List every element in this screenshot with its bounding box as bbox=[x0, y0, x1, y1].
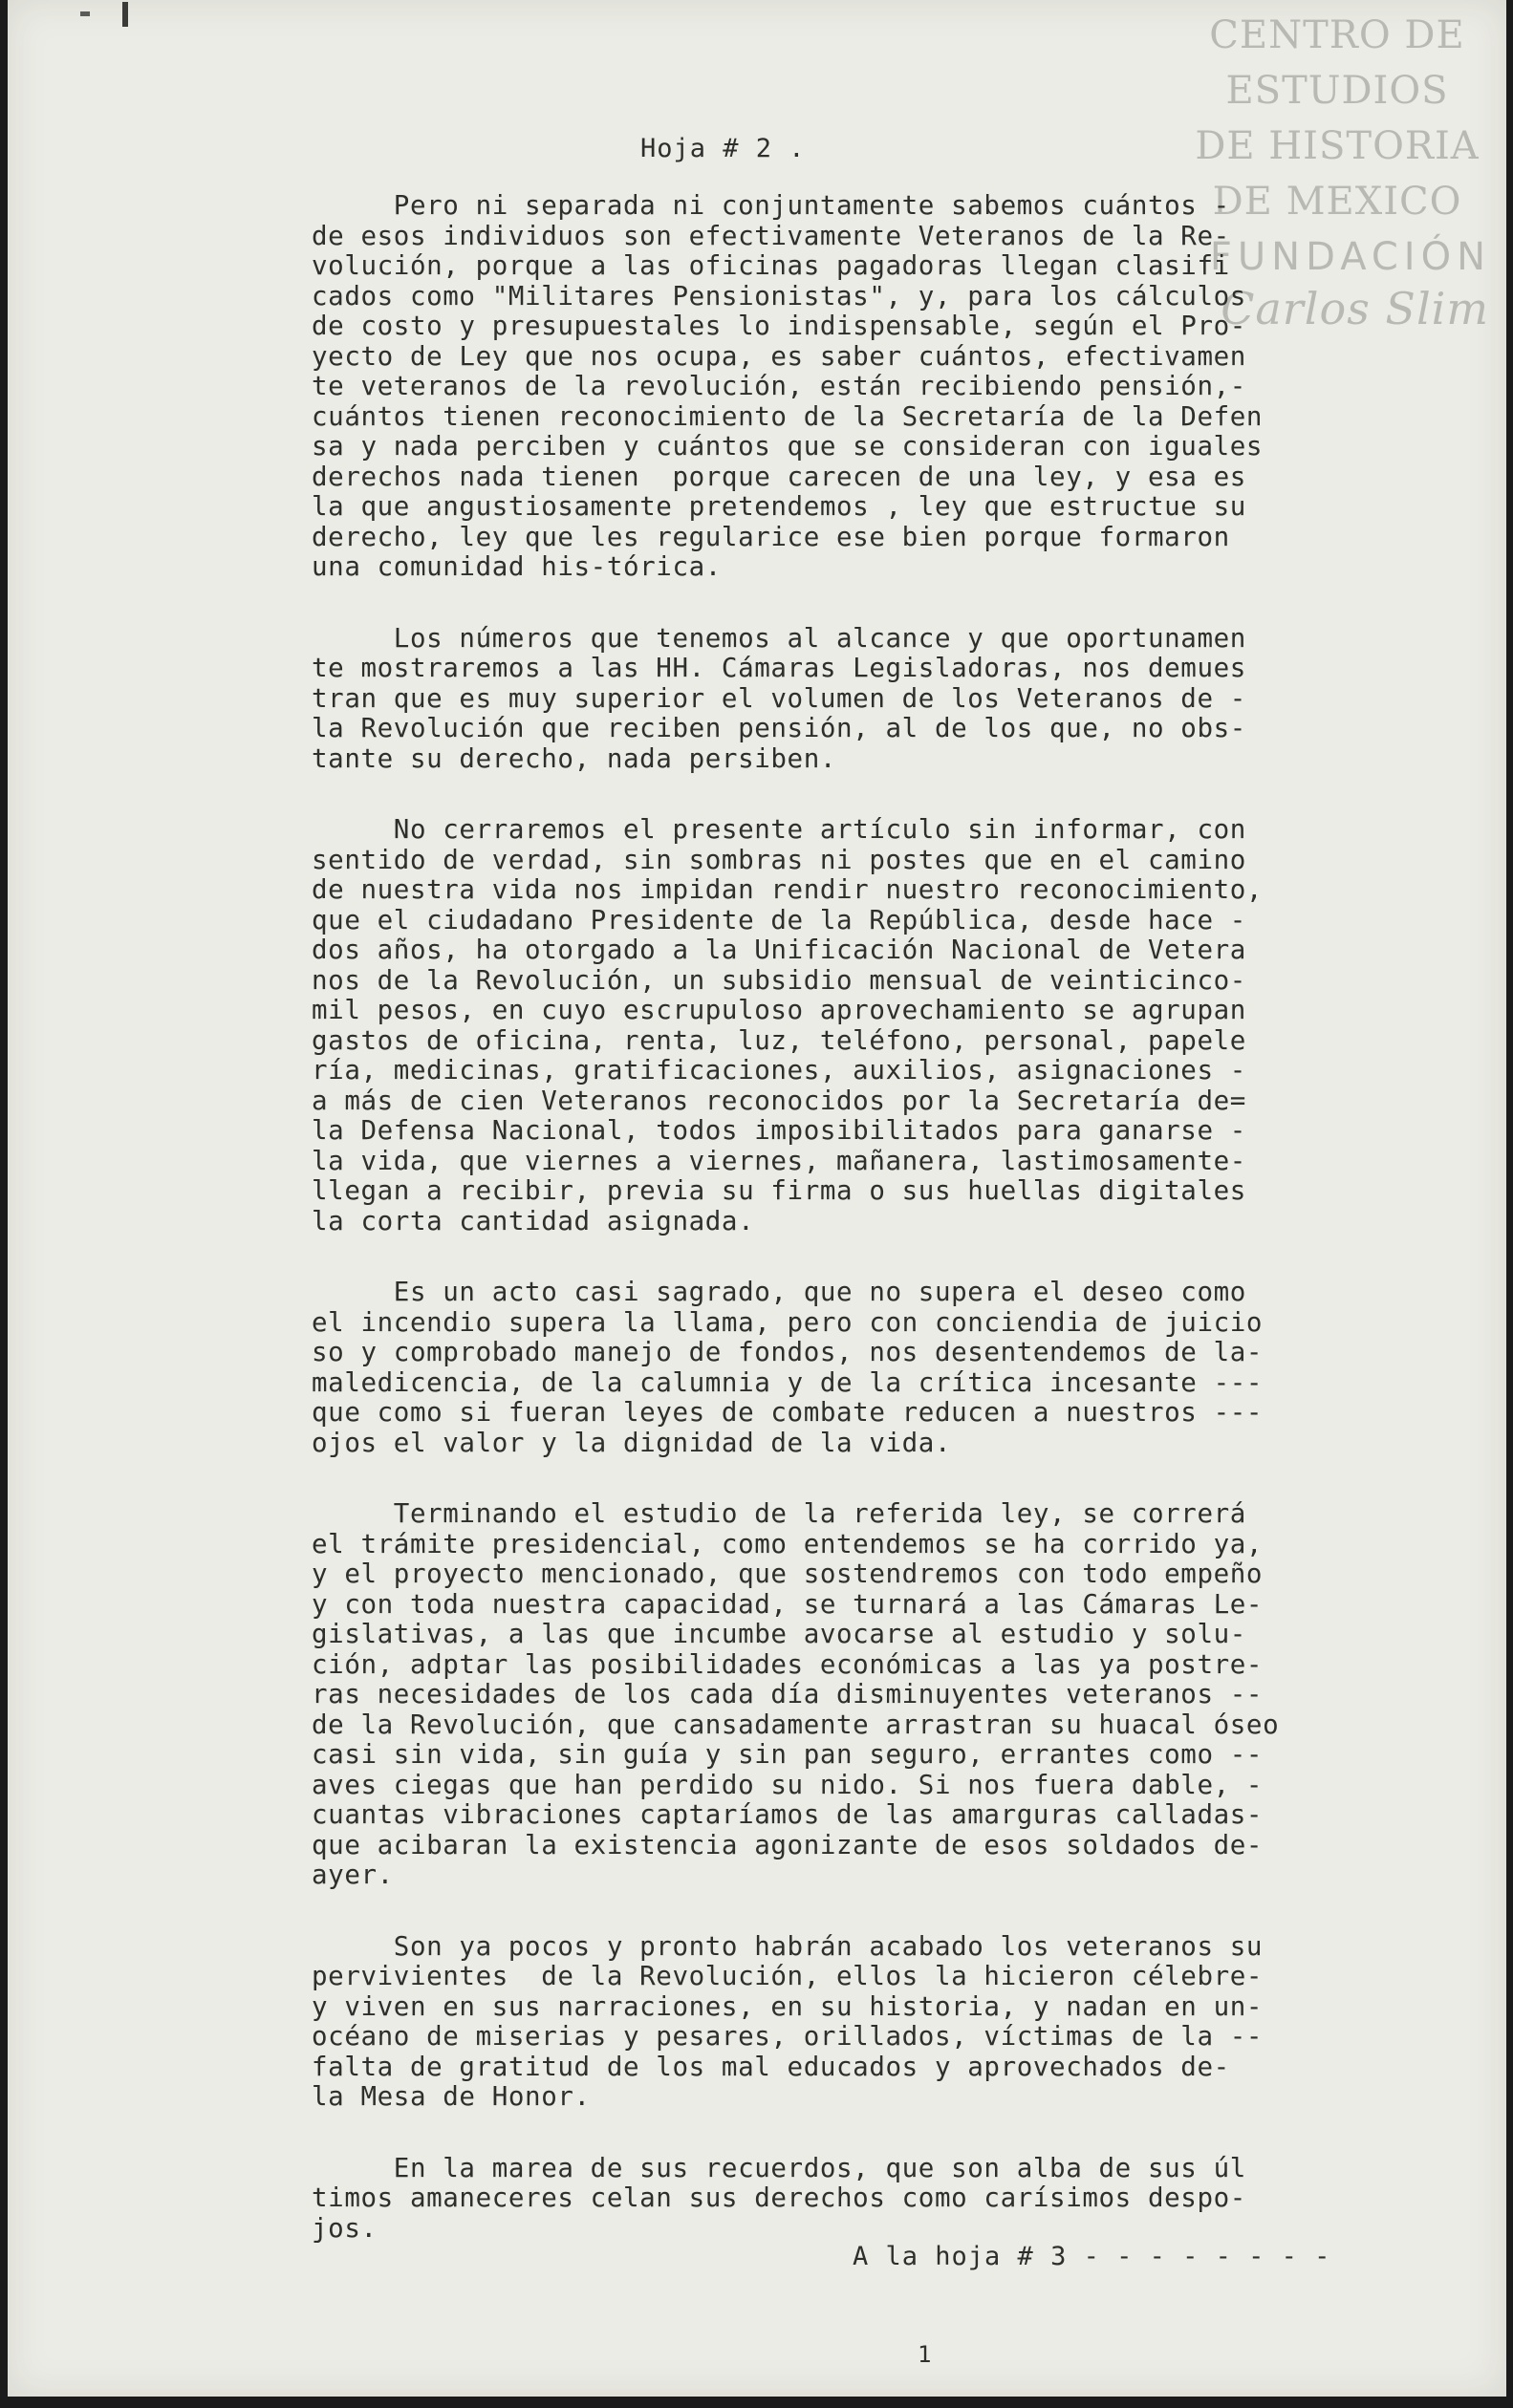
text-line: y viven en sus narraciones, en su historia, y nadan en un- bbox=[312, 1990, 1264, 2022]
text-line: la Revolución que reciben pensión, al de los que, no obs- bbox=[312, 713, 1246, 743]
text-line: volución, porque a las oficinas pagadoras llegan clasifi bbox=[312, 250, 1230, 281]
text-line: ción, adptar las posibilidades económicas a las ya postre- bbox=[312, 1648, 1264, 1680]
text-line: el trámite presidencial, como entendemos se ha corrido ya, bbox=[312, 1528, 1264, 1559]
text-line: de nuestra vida nos impidan rendir nuestro reconocimiento, bbox=[312, 874, 1264, 905]
paragraph bbox=[312, 191, 1382, 583]
paragraph bbox=[312, 815, 1382, 1236]
watermark-fundacion: FUNDACIÓN bbox=[1209, 235, 1491, 279]
text-line: derecho, ley que les regularice ese bien porque formaron bbox=[312, 521, 1230, 552]
text-line: gastos de oficina, renta, luz, teléfono, personal, papele bbox=[312, 1024, 1246, 1056]
text-line: sentido de verdad, sin sombras ni postes que en el camino bbox=[312, 844, 1246, 875]
text-line: que acibaran la existencia agonizante de esos soldados de- bbox=[312, 1829, 1264, 1860]
text-line: mil pesos, en cuyo escrupuloso aprovechamiento se agrupan bbox=[312, 995, 1246, 1025]
page-mark: 1 bbox=[918, 2341, 932, 2368]
page-header: Hoja # 2 . bbox=[640, 134, 806, 163]
text-line: te veteranos de la revolución, están recibiendo pensión,- bbox=[312, 371, 1246, 401]
text-line: cuantas vibraciones captaríamos de las amarguras calladas- bbox=[312, 1799, 1264, 1830]
text-line: En la marea de sus recuerdos, que son alba de sus úl bbox=[312, 2152, 1246, 2183]
text-line: de la Revolución, que cansadamente arrastran su huacal óseo bbox=[312, 1709, 1280, 1740]
text-line: timos amaneceres celan sus derechos como carísimos despo- bbox=[312, 2182, 1246, 2213]
text-line: la Defensa Nacional, todos imposibilitados para ganarse - bbox=[312, 1115, 1246, 1146]
text-line: que como si fueran leyes de combate reducen a nuestros --- bbox=[312, 1397, 1264, 1428]
paragraph bbox=[312, 2154, 1382, 2245]
text-line: nos de la Revolución, un subsidio mensual de veinticinco- bbox=[312, 964, 1246, 996]
watermark-line-4: DE MEXICO bbox=[1212, 180, 1462, 224]
watermark-line-1: CENTRO DE bbox=[1209, 13, 1465, 57]
text-line: casi sin vida, sin guía y sin pan seguro, errantes como -- bbox=[312, 1739, 1264, 1770]
text-line: la corta cantidad asignada. bbox=[312, 1205, 755, 1236]
document-page bbox=[8, 0, 1506, 2397]
text-line: el incendio supera la llama, pero con conciendia de juicio bbox=[312, 1306, 1264, 1338]
text-line: a más de cien Veteranos reconocidos por la Secretaría de= bbox=[312, 1085, 1246, 1116]
text-line: ojos el valor y la dignidad de la vida. bbox=[312, 1427, 952, 1458]
text-line: gislativas, a las que incumbe avocarse al estudio y solu- bbox=[312, 1619, 1246, 1649]
text-line: maledicencia, de la calumnia y de la crítica incesante --- bbox=[312, 1366, 1264, 1398]
watermark-line-2: ESTUDIOS bbox=[1225, 69, 1449, 113]
text-line: cados como "Militares Pensionistas", y, para los cálculos bbox=[312, 280, 1246, 312]
watermark-line-3: DE HISTORIA bbox=[1195, 124, 1480, 168]
text-line: que el ciudadano Presidente de la República, desde hace - bbox=[312, 904, 1246, 935]
text-line: so y comprobado manejo de fondos, nos desentendemos de la- bbox=[312, 1337, 1264, 1367]
paragraph bbox=[312, 1278, 1382, 1458]
punch-mark bbox=[122, 2, 128, 27]
text-line: te mostraremos a las HH. Cámaras Legisladoras, nos demues bbox=[312, 653, 1246, 683]
text-line: de costo y presupuestales lo indispensable, según el Pro- bbox=[312, 311, 1246, 341]
text-line: llegan a recibir, previa su firma o sus huellas digitales bbox=[312, 1175, 1246, 1206]
text-line: sa y nada perciben y cuántos que se consideran con iguales bbox=[312, 431, 1264, 462]
text-line: derechos nada tienen porque carecen de una ley, y esa es bbox=[312, 461, 1246, 492]
paragraph bbox=[312, 624, 1382, 775]
text-line: ayer. bbox=[312, 1860, 394, 1890]
document-body bbox=[312, 191, 1382, 2285]
text-line: tran que es muy superior el volumen de los Veteranos de - bbox=[312, 682, 1246, 714]
text-line: dos años, ha otorgado a la Unificación Nacional de Vetera bbox=[312, 935, 1246, 965]
text-line: Son ya pocos y pronto habrán acabado los veteranos su bbox=[312, 1930, 1264, 1962]
text-line: Pero ni separada ni conjuntamente sabemos cuántos - bbox=[312, 190, 1230, 221]
text-line: Los números que tenemos al alcance y que oportunamen bbox=[312, 622, 1246, 654]
text-line: jos. bbox=[312, 2212, 378, 2244]
text-line: de esos individuos son efectivamente Veteranos de la Re- bbox=[312, 220, 1230, 251]
text-line: cuántos tienen reconocimiento de la Secretaría de la Defen bbox=[312, 400, 1264, 432]
text-line: la que angustiosamente pretendemos , ley que estructue su bbox=[312, 491, 1246, 522]
watermark-signature: Carlos Slim bbox=[1221, 283, 1489, 334]
text-line: océano de miserias y pesares, orillados, víctimas de la -- bbox=[312, 2021, 1264, 2052]
paragraph bbox=[312, 1932, 1382, 2113]
punch-mark-small bbox=[80, 11, 90, 16]
text-line: tante su derecho, nada persiben. bbox=[312, 742, 837, 774]
text-line: y con toda nuestra capacidad, se turnará a las Cámaras Le- bbox=[312, 1588, 1264, 1620]
text-line: la vida, que viernes a viernes, mañanera, lastimosamente- bbox=[312, 1145, 1246, 1176]
text-line: ría, medicinas, gratificaciones, auxilios, asignaciones - bbox=[312, 1055, 1246, 1086]
next-page-note: A la hoja # 3 - - - - - - - - bbox=[853, 2242, 1331, 2271]
text-line: aves ciegas que han perdido su nido. Si nos fuera dable, - bbox=[312, 1769, 1264, 1800]
text-line: No cerraremos el presente artículo sin informar, con bbox=[312, 814, 1246, 845]
text-line: falta de gratitud de los mal educados y aprovechados de- bbox=[312, 2051, 1230, 2082]
text-line: Es un acto casi sagrado, que no supera el deseo como bbox=[312, 1277, 1246, 1307]
text-line: ras necesidades de los cada día disminuyentes veteranos -- bbox=[312, 1679, 1264, 1709]
text-line: Terminando el estudio de la referida ley, se correrá bbox=[312, 1498, 1246, 1529]
text-line: y el proyecto mencionado, que sostendremos con todo empeño bbox=[312, 1559, 1264, 1589]
paragraph bbox=[312, 1499, 1382, 1891]
text-line: yecto de Ley que nos ocupa, es saber cuántos, efectivamen bbox=[312, 340, 1246, 372]
text-line: pervivientes de la Revolución, ellos la hicieron célebre- bbox=[312, 1961, 1264, 1991]
text-line: la Mesa de Honor. bbox=[312, 2081, 591, 2112]
text-line: una comunidad his-tórica. bbox=[312, 551, 722, 582]
